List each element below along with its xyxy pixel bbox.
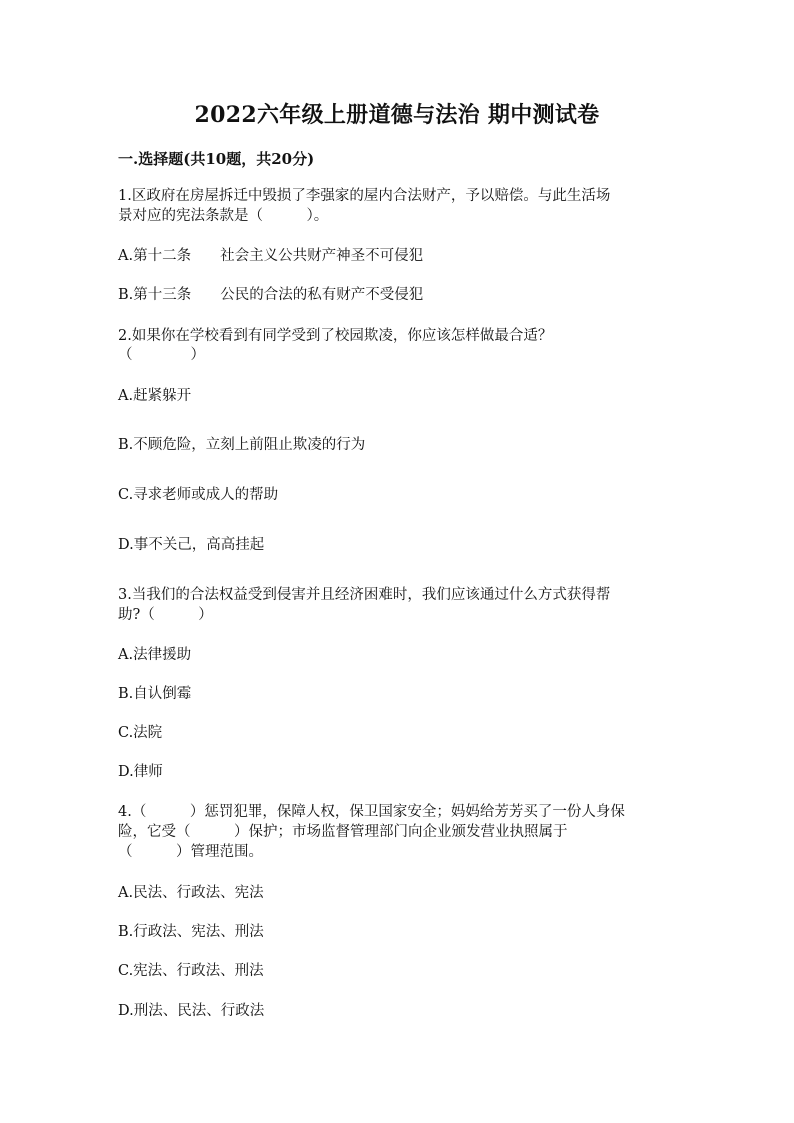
question-1-option-a: A.第十二条 社会主义公共财产神圣不可侵犯 (118, 248, 424, 264)
question-2-option-d: D.事不关己，高高挂起 (118, 537, 265, 553)
question-2-text-line-1: 2.如果你在学校看到有同学受到了校园欺凌，你应该怎样做最合适？ (118, 328, 553, 344)
question-1-text-line-2: 景对应的宪法条款是（ ）。 (118, 208, 329, 224)
question-3-text-line-1: 3.当我们的合法权益受到侵害并且经济困难时，我们应该通过什么方式获得帮 (118, 587, 611, 603)
question-1-option-b: B.第十三条 公民的合法的私有财产不受侵犯 (118, 287, 424, 303)
section-heading: 一.选择题(共10题，共20分) (118, 150, 315, 168)
question-2-option-b: B.不顾危险，立刻上前阻止欺凌的行为 (118, 437, 366, 453)
question-2-text-line-2: （ ） (118, 347, 205, 363)
question-3-text-line-2: 助?（ ） (118, 607, 213, 623)
question-3-option-d: D.律师 (118, 764, 163, 780)
page-title: 2022六年级上册道德与法治 期中测试卷 (194, 102, 600, 128)
question-3-option-a: A.法律援助 (118, 647, 192, 663)
question-4-option-c: C.宪法、行政法、刑法 (118, 963, 264, 979)
question-4-option-b: B.行政法、宪法、刑法 (118, 924, 264, 940)
question-4-option-d: D.刑法、民法、行政法 (118, 1003, 265, 1019)
question-4-option-a: A.民法、行政法、宪法 (118, 885, 264, 901)
question-1-text-line-1: 1.区政府在房屋拆迁中毁损了李强家的屋内合法财产，予以赔偿。与此生活场 (118, 188, 611, 204)
question-2-option-c: C.寻求老师或成人的帮助 (118, 487, 279, 503)
question-4-text-line-2: 险，它受（ ）保护；市场监督管理部门向企业颁发营业执照属于 (118, 824, 568, 840)
question-3-option-b: B.自认倒霉 (118, 686, 192, 702)
question-4-text-line-1: 4.（ ）惩罚犯罪，保障人权，保卫国家安全；妈妈给芳芳买了一份人身保 (118, 804, 625, 820)
question-4-text-line-3: （ ）管理范围。 (118, 844, 263, 860)
question-2-option-a: A.赶紧躲开 (118, 388, 192, 404)
question-3-option-c: C.法院 (118, 725, 163, 741)
